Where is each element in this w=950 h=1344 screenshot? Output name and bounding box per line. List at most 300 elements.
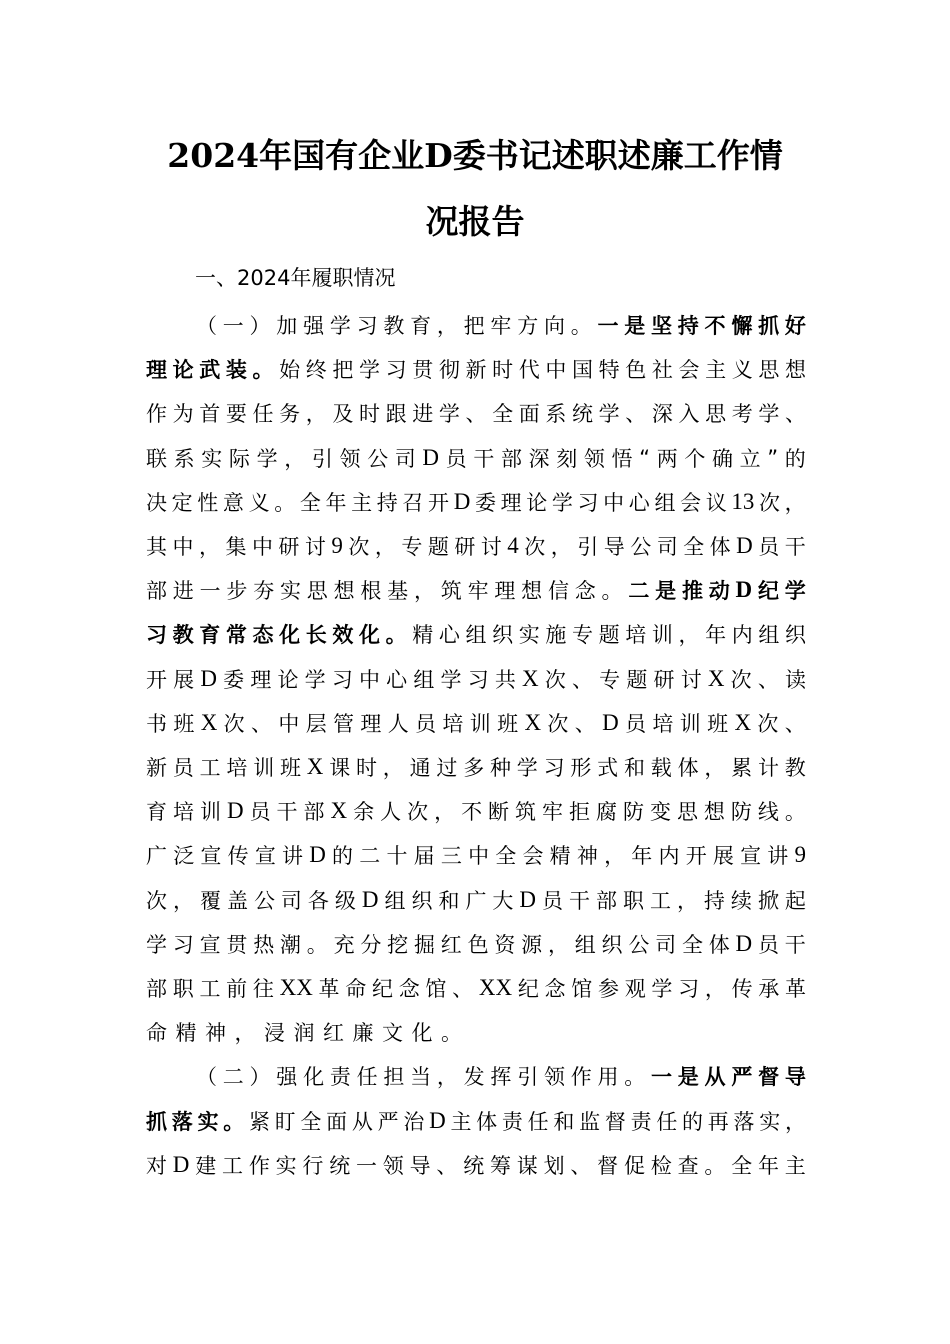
text: 持 (703, 888, 725, 913)
text: 学 (551, 490, 573, 515)
text: 担 (383, 1065, 405, 1090)
text: 想 (333, 579, 355, 604)
text: 中 (278, 711, 300, 736)
text: 专 (401, 535, 423, 559)
text: 部 (303, 800, 325, 825)
bold-text: 教 (172, 623, 194, 648)
text: 多 (463, 756, 485, 780)
text: 讲 (282, 844, 304, 869)
text: 过 (436, 756, 458, 780)
text: 工 (222, 1153, 244, 1178)
text: 命 (345, 977, 367, 1001)
text: 责 (329, 1065, 351, 1090)
text: D (309, 842, 326, 868)
text: 内 (731, 623, 753, 648)
text: D (200, 665, 217, 691)
paragraph-line (146, 398, 806, 428)
text: 贯 (412, 358, 434, 383)
text: X (734, 709, 752, 735)
text: D (602, 709, 619, 735)
bold-text: 。 (385, 623, 407, 648)
text: 部 (146, 579, 167, 604)
text: 全 (683, 535, 705, 559)
text: 组 (654, 490, 676, 515)
text: ， (704, 977, 726, 1001)
text: 热 (253, 932, 275, 957)
text: 廉 (352, 1021, 374, 1046)
text: 次 (757, 711, 779, 736)
text: 终 (305, 358, 327, 383)
text: 工 (649, 888, 671, 913)
text: 司 (656, 535, 678, 559)
text: 考 (731, 402, 753, 427)
text: 司 (280, 888, 302, 913)
bold-text: 装 (225, 358, 247, 383)
text: 员 (625, 711, 647, 736)
text: 。 (306, 932, 328, 957)
text: 年 (631, 844, 653, 869)
text: ， (784, 490, 806, 515)
text: 广 (465, 888, 487, 913)
text: 主 (450, 1109, 472, 1134)
text: 传 (227, 844, 249, 869)
text: 实 (275, 1153, 297, 1178)
bold-text: 不 (704, 314, 726, 338)
text: D (226, 798, 244, 824)
text: 跟 (385, 402, 407, 427)
text: 题 (427, 535, 449, 559)
paragraph-line (196, 1061, 806, 1091)
text: 习 (356, 314, 378, 338)
text: 组 (384, 888, 406, 913)
text: 学 (651, 977, 673, 1001)
text: 、 (784, 711, 806, 736)
text: 员 (415, 711, 437, 736)
text: 讨 (680, 667, 702, 692)
text: 首 (199, 402, 221, 427)
text: 读 (785, 667, 806, 692)
text: 拒 (569, 800, 590, 825)
text: 训 (679, 711, 701, 736)
text: 年 (325, 490, 347, 515)
text: D (453, 488, 471, 514)
text: 划 (543, 1153, 565, 1178)
text: 防 (730, 800, 752, 825)
text: 理 (494, 579, 516, 604)
text: 作 (570, 1065, 592, 1090)
text: 培 (625, 623, 647, 648)
text: 9 (331, 533, 343, 558)
text: 国 (572, 358, 593, 383)
text: 各 (307, 888, 329, 913)
text: 一 (222, 314, 244, 338)
paragraph-line (146, 708, 806, 738)
text: ， (436, 314, 458, 338)
text: 入 (678, 402, 700, 427)
text: 员 (445, 446, 467, 471)
text: 进 (412, 402, 434, 427)
text: 干 (784, 535, 806, 559)
text: X (524, 709, 542, 735)
text: 全 (299, 490, 321, 515)
bold-text: 态 (252, 623, 274, 648)
bold-text: 实 (197, 1109, 219, 1134)
text: 。 (441, 1021, 462, 1046)
text: 充 (333, 932, 355, 957)
text: 中 (251, 535, 273, 559)
text: 理 (500, 490, 522, 515)
text: 司 (394, 446, 416, 471)
text: 泛 (173, 844, 195, 869)
paragraph-line (146, 885, 806, 915)
text: 培 (652, 711, 674, 736)
text: 十 (386, 844, 408, 869)
text: 全 (300, 1109, 322, 1134)
text: 线 (757, 800, 779, 825)
text: 用 (597, 1065, 619, 1090)
text: 体 (708, 932, 730, 957)
text: 班 (279, 756, 301, 780)
text: 织 (601, 932, 623, 957)
text: ， (234, 1021, 256, 1046)
text: ） (249, 1065, 271, 1090)
text: 、 (757, 667, 779, 692)
text: 的 (332, 844, 354, 869)
text: 中 (603, 490, 625, 515)
paragraph-line (146, 354, 806, 384)
text: 、 (625, 402, 647, 427)
bold-text: 抓 (146, 1109, 167, 1134)
text: 部 (500, 446, 522, 471)
text: 开 (146, 667, 167, 692)
text: 念 (574, 579, 596, 604)
text: ， (305, 402, 327, 427)
text: 人 (380, 800, 402, 825)
text: 习 (172, 932, 194, 957)
text: 监 (579, 1109, 601, 1134)
text: 会 (522, 844, 544, 869)
text: 专 (572, 623, 593, 648)
text: 届 (413, 844, 435, 869)
text: 悟 (611, 446, 633, 471)
text: 织 (492, 623, 514, 648)
text: 牢 (490, 314, 512, 338)
text: 及 (332, 402, 354, 427)
text: 性 (197, 490, 219, 515)
text: 神 (205, 1021, 226, 1046)
text: 展 (712, 844, 734, 869)
text: X (330, 798, 348, 824)
text: 断 (488, 800, 510, 825)
text: 的 (784, 446, 806, 471)
text: 13 (731, 488, 755, 514)
text: 步 (226, 579, 248, 604)
text: 观 (624, 977, 646, 1001)
text: 工 (199, 977, 221, 1001)
paragraph-line (146, 664, 806, 694)
text: 育 (410, 314, 432, 338)
text: 资 (494, 932, 516, 957)
bold-text: 是 (624, 314, 646, 338)
text: 二 (222, 1065, 244, 1090)
text: 全 (681, 932, 703, 957)
text: ， (550, 535, 572, 559)
text: 部 (146, 977, 167, 1001)
text: ， (413, 579, 435, 604)
text: ， (284, 446, 306, 471)
text: 会 (678, 358, 700, 383)
text: 主 (351, 490, 373, 515)
text: 作 (146, 402, 167, 427)
text: 系 (173, 446, 195, 471)
text: 班 (707, 711, 729, 736)
text: 班 (173, 711, 195, 736)
paragraph-line (146, 929, 806, 959)
text: ， (172, 888, 194, 913)
bold-text: 导 (784, 1065, 806, 1090)
text: 年 (705, 623, 727, 648)
text: ， (382, 756, 404, 780)
bold-text: 一 (597, 314, 619, 338)
bold-text: 。 (252, 358, 274, 383)
text: 文 (382, 1021, 403, 1046)
text: 念 (398, 977, 420, 1001)
text: 累 (731, 756, 753, 780)
text: 严 (377, 1109, 399, 1134)
text: 形 (570, 756, 592, 780)
text: 时 (359, 402, 380, 427)
text: 理 (360, 711, 382, 736)
text: 强 (303, 314, 325, 338)
text: 教 (383, 314, 405, 338)
text: 一 (199, 579, 221, 604)
bold-text: 二 (628, 579, 650, 604)
text: 学 (146, 932, 167, 957)
text: X (522, 665, 539, 691)
text: 促 (623, 1153, 645, 1178)
bold-text: 好 (784, 314, 806, 338)
text: 学 (438, 402, 460, 427)
text: 。 (784, 800, 806, 825)
text: 导 (603, 535, 625, 559)
text: 牢 (467, 579, 489, 604)
text: 专 (599, 667, 621, 692)
text: 刻 (556, 446, 578, 471)
text: X (707, 665, 725, 691)
text: 把 (463, 314, 485, 338)
text: 、 (452, 977, 474, 1001)
text: 心 (628, 490, 650, 515)
paragraph-line (146, 752, 806, 782)
text: 学 (256, 446, 278, 471)
text: 、 (574, 711, 596, 736)
bold-text: D (735, 577, 753, 603)
text: D (172, 1151, 190, 1177)
text: 督 (604, 1109, 626, 1134)
text: 对 (146, 1153, 167, 1178)
text: 当 (410, 1065, 432, 1090)
bold-text: 学 (784, 579, 806, 604)
text: 组 (465, 623, 487, 648)
text: 、 (436, 1153, 458, 1178)
text: 把 (332, 358, 354, 383)
text: 和 (623, 756, 645, 780)
text: 次 (348, 535, 370, 559)
text: 纪 (371, 977, 393, 1001)
text: 组 (758, 623, 780, 648)
text: 集 (225, 535, 247, 559)
text: 化 (303, 1065, 325, 1090)
text: 思 (676, 800, 698, 825)
bold-text: 落 (171, 1109, 193, 1134)
text: 挥 (490, 1065, 512, 1090)
text: 意 (222, 490, 244, 515)
text: 特 (598, 358, 620, 383)
paragraph-line (146, 840, 806, 870)
text: 色 (467, 932, 489, 957)
text: 心 (386, 667, 408, 692)
text: 教 (784, 756, 806, 780)
text: ， (198, 535, 220, 559)
text: 职 (622, 888, 644, 913)
text: 红 (440, 932, 462, 957)
text: D (422, 444, 440, 470)
text: 进 (172, 579, 194, 604)
text: 。 (570, 314, 592, 338)
text: 、 (785, 402, 806, 427)
text: 联 (146, 446, 167, 471)
text: 治 (403, 1109, 425, 1134)
text: 育 (146, 800, 167, 825)
text: 督 (597, 1153, 619, 1178)
bold-text: 是 (677, 1065, 699, 1090)
text: 干 (473, 446, 495, 471)
text: 习 (543, 756, 565, 780)
text: 学 (440, 667, 462, 692)
text: 不 (461, 800, 483, 825)
text: 革 (318, 977, 340, 1001)
text: 学 (516, 756, 538, 780)
text: 展 (173, 667, 195, 692)
text: ） (249, 314, 271, 338)
text: 为 (172, 402, 194, 427)
bold-text: 常 (225, 623, 247, 648)
text: 全 (731, 1153, 753, 1178)
text: ” (767, 445, 779, 470)
text: 行 (302, 1153, 324, 1178)
text: 导 (409, 1153, 431, 1178)
text: 实 (201, 446, 223, 471)
text: 从 (351, 1109, 373, 1134)
text: 思 (758, 358, 780, 383)
text: 次 (544, 667, 566, 692)
text: 员 (757, 932, 779, 957)
text: 责 (630, 1109, 652, 1134)
bold-text: 化 (359, 623, 380, 648)
text: 想 (521, 579, 543, 604)
text: 领 (543, 1065, 565, 1090)
text: 年 (757, 1153, 779, 1178)
text: 筹 (489, 1153, 511, 1178)
text: ， (704, 756, 726, 780)
bold-text: 督 (758, 1065, 780, 1090)
text: 三 (440, 844, 462, 869)
text: 潮 (279, 932, 301, 957)
text: 习 (385, 358, 407, 383)
text: 色 (625, 358, 647, 383)
text: 筑 (515, 800, 537, 825)
text: 级 (334, 888, 356, 913)
text: ， (676, 888, 698, 913)
text: 训 (469, 711, 491, 736)
text: D (361, 886, 379, 912)
text: 思 (306, 579, 328, 604)
text: 宣 (199, 932, 221, 957)
text: ， (604, 844, 626, 869)
text: 往 (252, 977, 274, 1001)
text: 委 (223, 667, 245, 692)
paragraph-line (146, 443, 806, 473)
text: X (306, 754, 324, 779)
text: 和 (553, 1109, 575, 1134)
paragraph-line (146, 487, 806, 517)
text: 人 (387, 711, 409, 736)
text: 精 (549, 844, 571, 869)
text: ， (784, 1109, 806, 1134)
text: 盯 (274, 1109, 296, 1134)
text: 班 (497, 711, 519, 736)
text: 统 (329, 1153, 351, 1178)
text: 研 (278, 535, 300, 559)
text: 想 (703, 800, 725, 825)
text: 开 (428, 490, 450, 515)
text: X (200, 709, 218, 735)
bold-text: 从 (704, 1065, 726, 1090)
text: 员 (172, 756, 194, 780)
text: 定 (171, 490, 193, 515)
text: 覆 (199, 888, 221, 913)
bold-text: 坚 (651, 314, 673, 338)
text: 内 (658, 844, 680, 869)
paragraph-line (146, 619, 806, 649)
text: 牢 (542, 800, 564, 825)
text: 检 (650, 1153, 672, 1178)
text: 员 (542, 888, 564, 913)
text: 织 (785, 623, 806, 648)
bold-text: 严 (731, 1065, 753, 1090)
text: 学 (304, 667, 326, 692)
text: 训 (199, 800, 221, 825)
text: 其 (146, 535, 167, 559)
text: 时 (492, 358, 514, 383)
text: 加 (276, 314, 298, 338)
text: 深 (651, 402, 673, 427)
text: 会 (680, 490, 702, 515)
text: 习 (331, 667, 353, 692)
text: 防 (622, 800, 644, 825)
text: 夯 (253, 579, 275, 604)
text: 次 (547, 711, 569, 736)
bold-text: 抓 (758, 314, 780, 338)
text: 学 (329, 314, 351, 338)
text: 系 (545, 402, 567, 427)
bold-text: 武 (199, 358, 221, 383)
text: 贯 (226, 932, 248, 957)
text: 全 (492, 402, 514, 427)
text: 馆 (425, 977, 447, 1001)
text: 想 (785, 358, 806, 383)
text: 讨 (480, 535, 502, 559)
